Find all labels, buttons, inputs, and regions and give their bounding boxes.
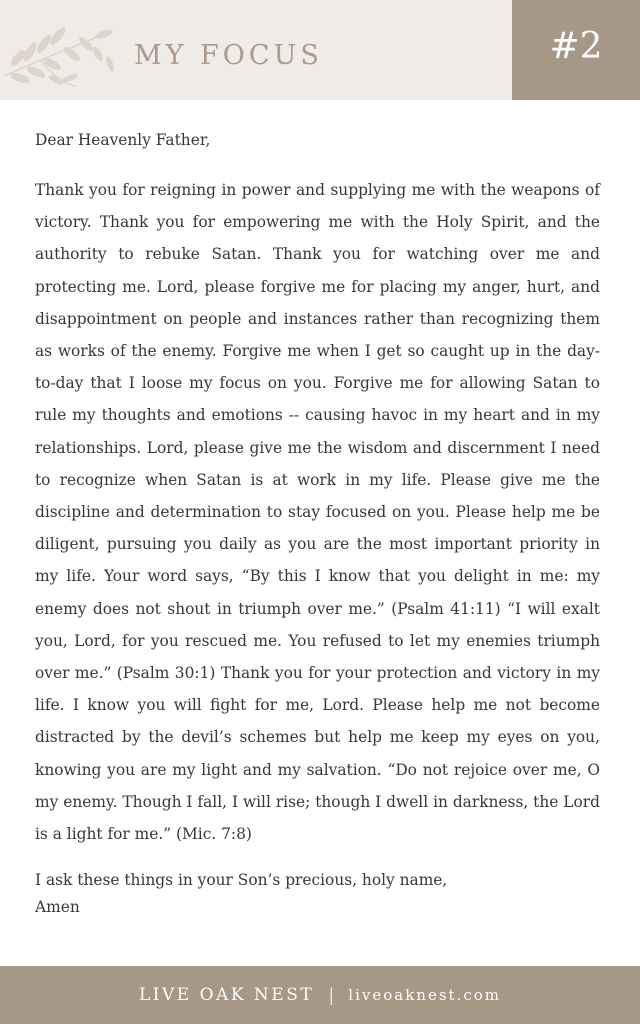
footer [0, 966, 640, 1024]
prayer-number: #2 [549, 26, 603, 67]
prayer-letter [35, 127, 600, 918]
brand-name: LIVE OAK NEST [139, 985, 315, 1005]
leaf-branch-icon [0, 14, 125, 90]
footer-separator: | [328, 984, 335, 1006]
signoff: Amen [35, 898, 80, 917]
page-title: MY FOCUS [134, 40, 323, 71]
website-link[interactable]: liveoaknest.com [348, 986, 501, 1004]
closing-line: I ask these things in your Son’s precious, holy name, [35, 871, 448, 890]
number-badge [512, 0, 640, 100]
salutation: Dear Heavenly Father, [35, 131, 211, 149]
prayer-body: Thank you for reigning in power and supplying me with the weapons of victory. Thank you for empowering me with the Holy Spirit, and the authority to rebuke Satan. Thank you for watching over me and protecting me. Lord, please forgive me for placing my anger, hurt, and disappointment on people and instances rather than recognizing them as works of the enemy. Forgive me when I get so caught up in the day-to-day that I loose my focus on you. Forgive me for allowing Satan to rule my thoughts and emotions -- causing havoc in my heart and in my relationships. Lord, please give me the wisdom and discernment I need to recognize when Satan is at work in my life. Please give me the discipline and determination to stay focused on you. Please help me be diligent, pursuing you daily as you are the most important priority in my life. Your word says, “By this I know that you delight in me: my enemy does not shout in triumph over me.” (Psalm 41:11) “I will exalt you, Lord, for you rescued me. You refused to let my enemies triumph over me.” (Psalm 30:1) Thank you for your protection and victory in my life. I know you will fight for me, Lord. Please help me not become distracted by the devil’s schemes but help me keep my eyes on you, knowing you are my light and my salvation. “Do not rejoice over me, O my enemy. Though I fall, I will rise; though I dwell in darkness, the Lord is a light for me.” (Mic. 7:8) [35, 181, 600, 844]
header [0, 0, 640, 100]
